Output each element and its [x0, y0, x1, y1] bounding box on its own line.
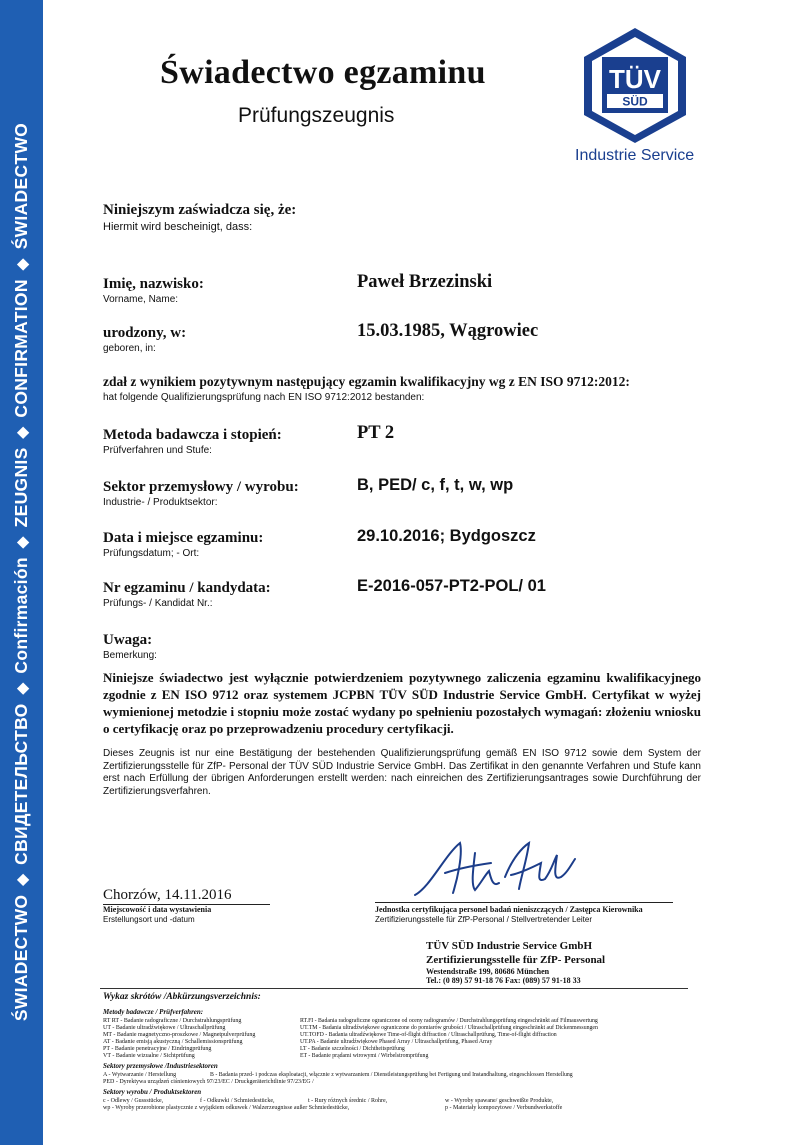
signer-label-pl: Jednostka certyfikująca personel badań nieniszczących / Zastępca Kierownika — [375, 905, 643, 914]
exam-statement-de: hat folgende Qualifizierungsprüfung nach EN ISO 9712:2012 bestanden: — [103, 392, 425, 403]
legend-item: UT.TM - Badania ultradźwiękowe ograniczone do pomiarów grubości / Ultraschallprüfung eingeschränkt auf Dickenmessungen — [300, 1025, 598, 1031]
place-date: Chorzów, 14.11.2016 — [103, 887, 270, 905]
legend-methods-title: Metody badawcze / Prüfverfahren: — [103, 1008, 204, 1016]
legend-item: PED - Dyrektywa urządzeń ciśnieniowych 97/23/EC / Druckgeräterichtlinie 97/23/EG / — [103, 1079, 314, 1085]
name-label: Imię, nazwisko: — [103, 276, 204, 292]
legend-item: RT RT - Badanie radograficzne / Durchstrahlungsprüfung — [103, 1018, 242, 1024]
name-label-de: Vorname, Name: — [103, 294, 179, 305]
signature-line — [375, 902, 673, 903]
sidebar-word: ŚWIADECTWO — [11, 894, 31, 1022]
legend-item: c - Odlewy / Gussstücke, — [103, 1098, 164, 1104]
page-title: Świadectwo egzaminu — [160, 54, 486, 91]
legend-item: t - Rury różnych średnic / Rohre, — [308, 1098, 388, 1104]
address-unit: Zertifizierungsstelle für ZfP- Personal — [426, 954, 606, 966]
method-label: Metoda badawcza i stopień: — [103, 427, 282, 443]
name-value: Paweł Brzezinski — [357, 272, 493, 292]
diamond-icon: ◆ — [14, 258, 31, 271]
diamond-icon: ◆ — [14, 426, 31, 439]
legend-item: p - Materiały kompozytowe / Verbundwerkstoffe — [445, 1105, 563, 1111]
sector-label: Sektor przemysłowy / wyrobu: — [103, 479, 299, 495]
sidebar-word: ŚWIADECTWO — [11, 122, 31, 250]
legend-item: PT - Badanie penetracyjne / Eindringprüfung — [103, 1046, 212, 1052]
legend-item: B - Badania przed- i podczas eksploatacji, włącznie z wytwarzaniem / Dienstleistungsprüfung bei Fertigung und Instandhaltung, eingeschlossen Herstellung — [210, 1072, 573, 1078]
legend-products-title: Sektory wyrobu / Produktsektoren — [103, 1088, 202, 1096]
address-company: TÜV SÜD Industrie Service GmbH — [426, 940, 593, 952]
sidebar-text — [6, 0, 36, 1145]
remark-text-pl: Niniejsze świadectwo jest wyłącznie potwierdzeniem pozytywnego zaliczenia egzaminu kwalifikacyjnego zgodnie z EN ISO 9712 oraz systemem JCPBN TÜV SÜD Industrie Service GmbH. Certyfikat w wyżej wymienionej metodzie i stopniu może zostać wydany po spełnieniu pozostałych wymagań: złożeniu wniosku o certyfikację oraz po przeprowadzeniu procedury certyfikacji. — [103, 670, 701, 736]
legend-item: UT.PA - Badanie ultradźwiękowe Phased Array / Ultraschallprüfung, Phased Array — [300, 1039, 493, 1045]
legend-divider — [100, 988, 688, 989]
born-label: urodzony, w: — [103, 325, 187, 341]
exam-number-label-de: Prüfungs- / Kandidat Nr.: — [103, 598, 213, 609]
sector-label-de: Industrie- / Produktsektor: — [103, 497, 218, 508]
logo-text-top: TÜV — [609, 64, 661, 94]
legend-item: f - Odkuwki / Schmiedestücke, — [200, 1098, 275, 1104]
legend-item: UT - Badanie ultradźwiękowe / Ultraschallprüfung — [103, 1025, 226, 1031]
diamond-icon: ◆ — [14, 682, 31, 695]
legend-title: Wykaz skrótów /Abkürzungsverzeichnis: — [103, 992, 261, 1002]
exam-date-value: 29.10.2016; Bydgoszcz — [357, 527, 536, 545]
page-subtitle: Prüfungszeugnis — [238, 104, 395, 127]
sector-value: B, PED/ c, f, t, w, wp — [357, 476, 514, 494]
born-label-de: geboren, in: — [103, 343, 156, 354]
logo-caption: Industrie Service — [575, 147, 695, 164]
legend-item: AT - Badanie emisją akustyczną / Schallemissionsprüfung — [103, 1039, 243, 1045]
remark-label: Uwaga: — [103, 632, 153, 648]
diamond-icon: ◆ — [14, 536, 31, 549]
legend-sectors-title: Sektory przemysłowe /Industriesektoren — [103, 1062, 218, 1070]
legend-item: wp - Wyroby przerobione plastycznie z wyjątkiem odkuwek / Walzerzeugnisse außer Schmiedestücke, — [103, 1105, 350, 1111]
method-label-de: Prüfverfahren und Stufe: — [103, 445, 212, 456]
exam-date-label-de: Prüfungsdatum; - Ort: — [103, 548, 200, 559]
legend-item: MT - Badanie magnetyczno-proszkowe / Magnetpulverprüfung — [103, 1032, 256, 1038]
legend-item: LT - Badanie szczelności / Dichtheitsprüfung — [300, 1046, 405, 1052]
remark-label-de: Bemerkung: — [103, 650, 157, 661]
sidebar-word: Confirmación — [11, 557, 31, 674]
sidebar-word: ZEUGNIS — [11, 447, 31, 528]
intro-pl: Niniejszym zaświadcza się, że: — [103, 202, 297, 218]
remark-text-de: Dieses Zeugnis ist nur eine Bestätigung der bestehenden Qualifizierungsprüfung gemäß EN ISO 9712 sowie dem System der Zertifizierungsstelle für ZfP- Personal der TÜV SÜD Industrie Service GmbH. Das Zertifikat in den genannte Verfahren und Stufe kann erst nach Erfüllung der übrigen Anforderungen erstellt werden: nach einreichen des Zertifizierungsantrages sowie Durchführung der Zertifizierungsverfahren. — [103, 748, 701, 797]
sidebar-word: CONFIRMATION — [11, 279, 31, 418]
legend-item: ET - Badanie prądami wirowymi / Wirbelstromprüfung — [300, 1053, 429, 1059]
place-date-label-pl: Miejscowość i data wystawienia — [103, 905, 212, 914]
exam-number-label: Nr egzaminu / kandydata: — [103, 580, 271, 596]
legend-item: RT.FI - Badania radograficzne ograniczone od oceny radiogramów / Durchstrahlungsprüfung eingeschränkt auf Filmauswertung — [300, 1018, 598, 1024]
logo-text-bottom: SÜD — [622, 94, 648, 109]
exam-number-value: E-2016-057-PT2-POL/ 01 — [357, 577, 546, 595]
method-value: PT 2 — [357, 423, 395, 443]
born-value: 15.03.1985, Wągrowiec — [357, 321, 539, 341]
address-street: Westendstraße 199, 80686 München — [426, 967, 550, 976]
legend-item: w - Wyroby spawane/ geschweißte Produkte, — [445, 1098, 554, 1104]
legend-item: UT.TOFD - Badania ultradźwiękowe Time-of-flight diffraction / Ultraschallprüfung, Time-of-flight diffraction — [300, 1032, 557, 1038]
address-phone: Tel.: (0 89) 57 91-18 76 Fax: (089) 57 91-18 33 — [426, 976, 581, 985]
legend-item: VT - Badanie wizualne / Sichtprüfung — [103, 1053, 195, 1059]
place-date-label-de: Erstellungsort und -datum — [103, 915, 195, 924]
legend-item: A - Wytwarzanie / Herstellung — [103, 1072, 177, 1078]
sidebar-band — [0, 0, 43, 1145]
diamond-icon: ◆ — [14, 873, 31, 886]
intro-de: Hiermit wird bescheinigt, dass: — [103, 221, 253, 233]
sidebar-word: СВИДЕТЕЛЬСТВО — [11, 703, 31, 865]
exam-statement-pl: zdał z wynikiem pozytywnym następujący egzamin kwalifikacyjny wg z EN ISO 9712:2012: — [103, 374, 630, 389]
handwritten-signature — [405, 835, 585, 905]
signer-label-de: Zertifizierungsstelle für ZfP-Personal / Stellvertretender Leiter — [375, 915, 592, 924]
tuv-sud-logo — [583, 27, 687, 144]
exam-date-label: Data i miejsce egzaminu: — [103, 530, 264, 546]
